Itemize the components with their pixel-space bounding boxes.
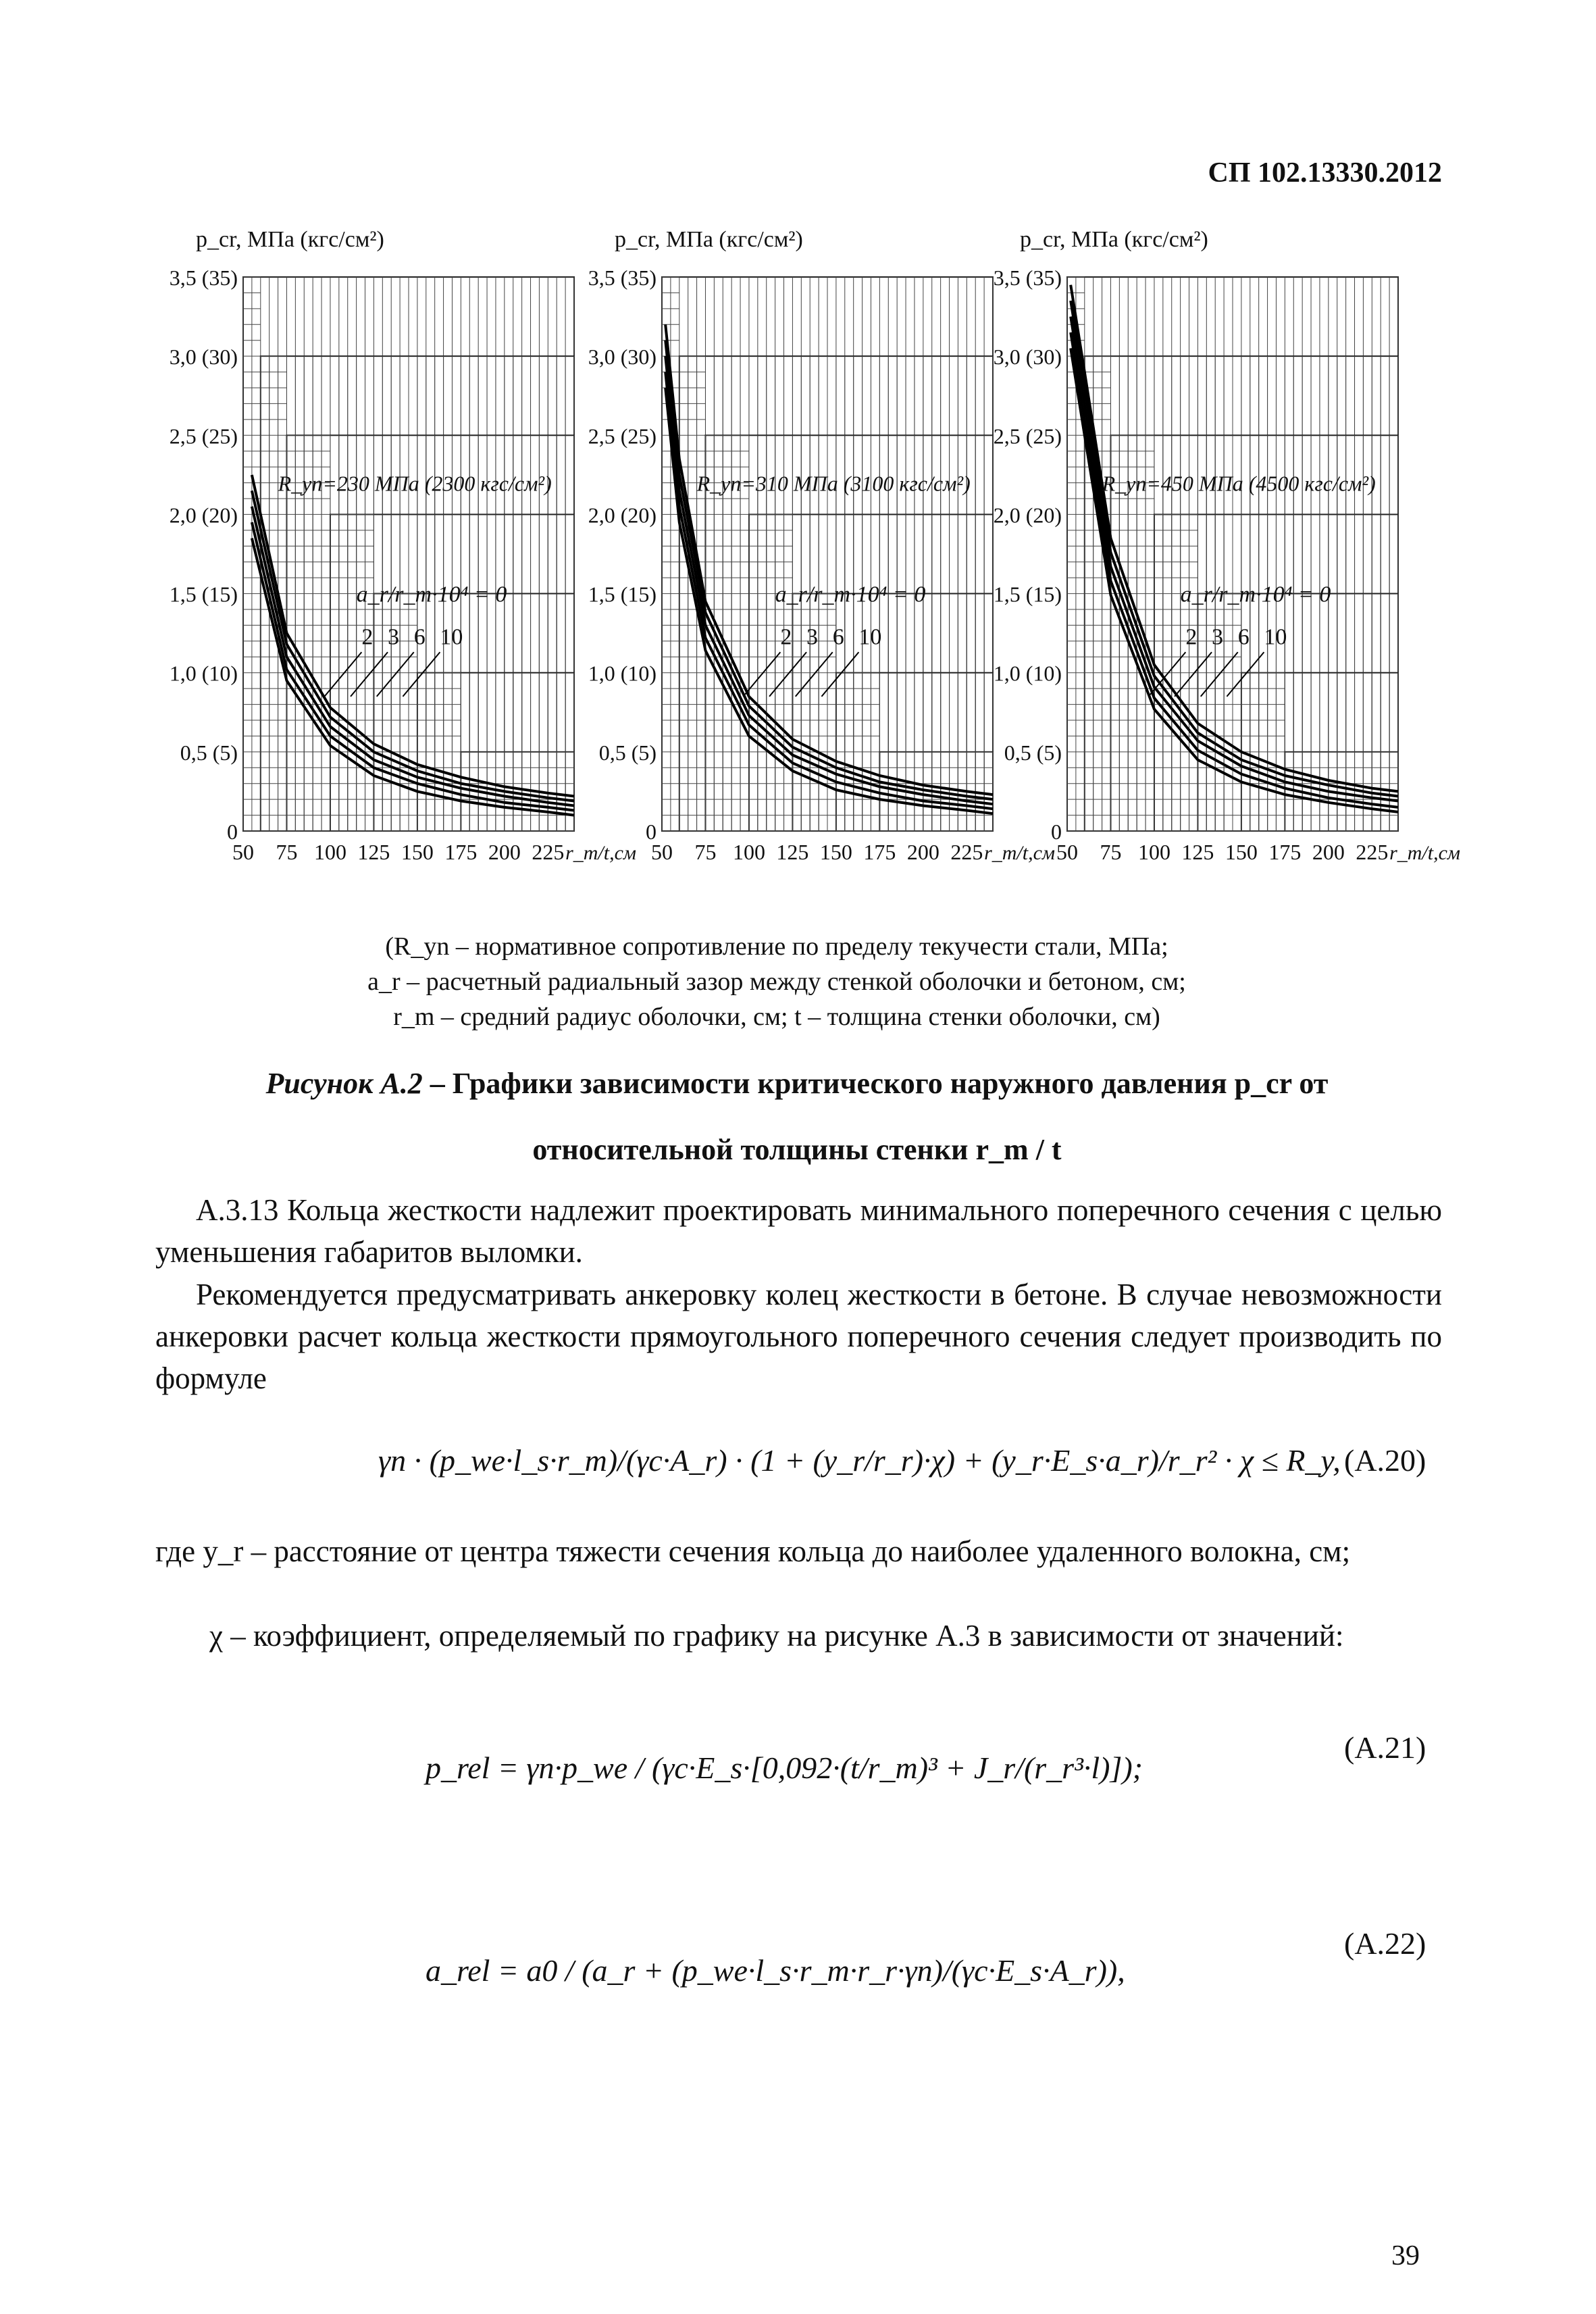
paragraph-anchoring: Рекомендуется предусматривать анкеровку колец жесткости в бетоне. В случае невозможности анкеровки расчет кольца жесткости прямоугольного поперечного сечения следует производить по формуле <box>155 1278 1442 1395</box>
ratio-value-2: 2 <box>361 624 374 650</box>
x-tick-label: 150 <box>1225 840 1258 864</box>
ryn-label: R_yn=310 МПа (3100 кгс/см²) <box>696 471 971 496</box>
y-tick-label: 0 <box>227 820 238 844</box>
equation-number-a21: (А.21) <box>1344 1730 1426 1765</box>
y-tick-label: 3,0 (30) <box>993 345 1062 370</box>
x-tick-label: 150 <box>401 840 434 864</box>
figure-legend <box>169 929 1385 1034</box>
x-tick-label: 125 <box>357 840 390 864</box>
chart-ryn-450 <box>966 209 1461 899</box>
definition-yr: где y_r – расстояние от центра тяжести сечения кольца до наиболее удаленного волокна, см; <box>155 1534 1351 1568</box>
ratio-label: a_r/r_m·10⁴ = 0 <box>356 582 507 607</box>
curve-series-0 <box>1071 285 1398 792</box>
x-tick-label: 75 <box>1100 840 1122 864</box>
curve-series-0 <box>665 324 993 795</box>
x-tick-label: 125 <box>1181 840 1214 864</box>
chart-ryn-230 <box>142 209 637 899</box>
y-tick-label: 1,5 (15) <box>588 582 657 607</box>
ratio-value-10: 10 <box>1264 624 1287 650</box>
x-tick-label: 175 <box>863 840 896 864</box>
y-tick-label: 2,5 (25) <box>169 424 238 449</box>
ryn-label: R_yn=230 МПа (2300 кгс/см²) <box>278 471 552 496</box>
x-axis-title: r_m/t,см <box>984 842 1056 864</box>
ratio-value-2: 2 <box>780 624 792 650</box>
x-tick-label: 200 <box>906 840 939 864</box>
curve-series-2 <box>665 341 993 799</box>
y-tick-label: 1,0 (10) <box>993 661 1062 686</box>
definition-chi: χ – коэффициент, определяемый по графику на рисунке А.3 в зависимости от значений: <box>209 1619 1344 1653</box>
figure-caption <box>122 1051 1472 1183</box>
ratio-value-3: 3 <box>1212 624 1224 650</box>
ratio-value-6: 6 <box>1237 624 1250 650</box>
curve-series-3 <box>1071 317 1398 801</box>
x-tick-label: 50 <box>1056 840 1078 864</box>
y-axis-title: p_cr, МПа (кгс/см²) <box>1020 227 1208 252</box>
legend-line-ar: a_r – расчетный радиальный зазор между стенкой оболочки и бетоном, см; <box>367 967 1186 996</box>
ratio-value-2: 2 <box>1185 624 1198 650</box>
y-axis-title: p_cr, МПа (кгс/см²) <box>615 227 803 252</box>
x-tick-label: 100 <box>732 840 765 864</box>
y-axis-title: p_cr, МПа (кгс/см²) <box>196 227 384 252</box>
legend-line-rm: r_m – средний радиус оболочки, см; t – толщина стенки оболочки, см) <box>393 1003 1160 1031</box>
ratio-value-6: 6 <box>413 624 426 650</box>
paragraph-a3-13: А.3.13 Кольца жесткости надлежит проектировать минимального поперечного сечения с целью уменьшения габаритов выломки. <box>155 1193 1442 1269</box>
ryn-label: R_yn=450 МПа (4500 кгс/см²) <box>1102 471 1376 496</box>
y-tick-label: 3,0 (30) <box>169 345 238 370</box>
ratio-value-3: 3 <box>806 624 819 650</box>
x-tick-label: 100 <box>1137 840 1170 864</box>
x-tick-label: 200 <box>1312 840 1345 864</box>
caption-text-1: – Графики зависимости критического наружного давления p_cr от <box>422 1067 1329 1100</box>
y-tick-label: 1,5 (15) <box>993 582 1062 607</box>
ratio-label: a_r/r_m·10⁴ = 0 <box>775 582 926 607</box>
y-tick-label: 0,5 (5) <box>180 740 238 765</box>
y-tick-label: 1,5 (15) <box>169 582 238 607</box>
x-tick-label: 50 <box>232 840 254 864</box>
y-tick-label: 0 <box>1051 820 1062 844</box>
grid-region <box>243 277 574 831</box>
x-axis-title: r_m/t,см <box>1389 842 1461 864</box>
y-tick-label: 2,0 (20) <box>993 503 1062 528</box>
ratio-label: a_r/r_m·10⁴ = 0 <box>1180 582 1331 607</box>
x-tick-label: 50 <box>651 840 673 864</box>
page-number: 39 <box>1391 2240 1420 2271</box>
ratio-value-3: 3 <box>388 624 400 650</box>
x-tick-label: 225 <box>950 840 983 864</box>
x-tick-label: 75 <box>694 840 717 864</box>
curve-series-2 <box>252 491 574 801</box>
chart-ryn-310 <box>561 209 1056 899</box>
grid-step <box>1198 594 1398 831</box>
x-tick-label: 175 <box>1268 840 1302 864</box>
curve-series-3 <box>665 356 993 804</box>
document-code: СП 102.13330.2012 <box>1208 157 1442 188</box>
y-tick-label: 2,5 (25) <box>993 424 1062 449</box>
y-tick-label: 2,5 (25) <box>588 424 657 449</box>
equation-number-a22: (А.22) <box>1344 1926 1426 1961</box>
curve-series-0 <box>252 475 574 797</box>
x-tick-label: 100 <box>313 840 346 864</box>
x-tick-label: 225 <box>532 840 565 864</box>
caption-prefix: Рисунок А.2 <box>265 1067 423 1100</box>
y-tick-label: 2,0 (20) <box>588 503 657 528</box>
x-axis-title: r_m/t,см <box>565 842 637 864</box>
ratio-value-10: 10 <box>440 624 463 650</box>
ratio-value-6: 6 <box>832 624 844 650</box>
x-tick-label: 175 <box>444 840 478 864</box>
y-tick-label: 3,0 (30) <box>588 345 657 370</box>
x-tick-label: 225 <box>1356 840 1389 864</box>
caption-line-2: относительной толщины стенки r_m / t <box>532 1133 1062 1166</box>
formula-a22: a_rel = a0 / (a_r + (p_we·l_s·r_m·r_r·γn)/(γc·E_s·A_r)), <box>426 1953 1125 1988</box>
equation-number-a20: (А.20) <box>1344 1443 1426 1478</box>
grid-region <box>662 277 993 831</box>
ratio-value-10: 10 <box>858 624 882 650</box>
y-tick-label: 0 <box>646 820 657 844</box>
x-tick-label: 200 <box>488 840 521 864</box>
formula-a20: γn · (p_we·l_s·r_m)/(γc·A_r) · (1 + (y_r/r_r)·χ) + (y_r·E_s·a_r)/r_r² · χ ≤ R_y, <box>378 1443 1341 1478</box>
y-tick-label: 3,5 (35) <box>169 266 238 290</box>
y-tick-label: 0,5 (5) <box>598 740 657 765</box>
y-tick-label: 3,5 (35) <box>588 266 657 290</box>
x-tick-label: 75 <box>276 840 298 864</box>
y-tick-label: 0,5 (5) <box>1004 740 1062 765</box>
legend-line-ryn: (R_yn – нормативное сопротивление по пределу текучести стали, МПа; <box>385 932 1168 961</box>
x-tick-label: 150 <box>819 840 852 864</box>
y-tick-label: 1,0 (10) <box>588 661 657 686</box>
grid-step <box>374 594 574 831</box>
curve-series-2 <box>1071 301 1398 796</box>
y-tick-label: 3,5 (35) <box>993 266 1062 290</box>
y-tick-label: 2,0 (20) <box>169 503 238 528</box>
x-tick-label: 125 <box>776 840 809 864</box>
y-tick-label: 1,0 (10) <box>169 661 238 686</box>
caption-line-1 <box>122 1051 1472 1117</box>
formula-a21: p_rel = γn·p_we / (γc·E_s·[0,092·(t/r_m)³ + J_r/(r_r³·l)]); <box>426 1751 1143 1785</box>
